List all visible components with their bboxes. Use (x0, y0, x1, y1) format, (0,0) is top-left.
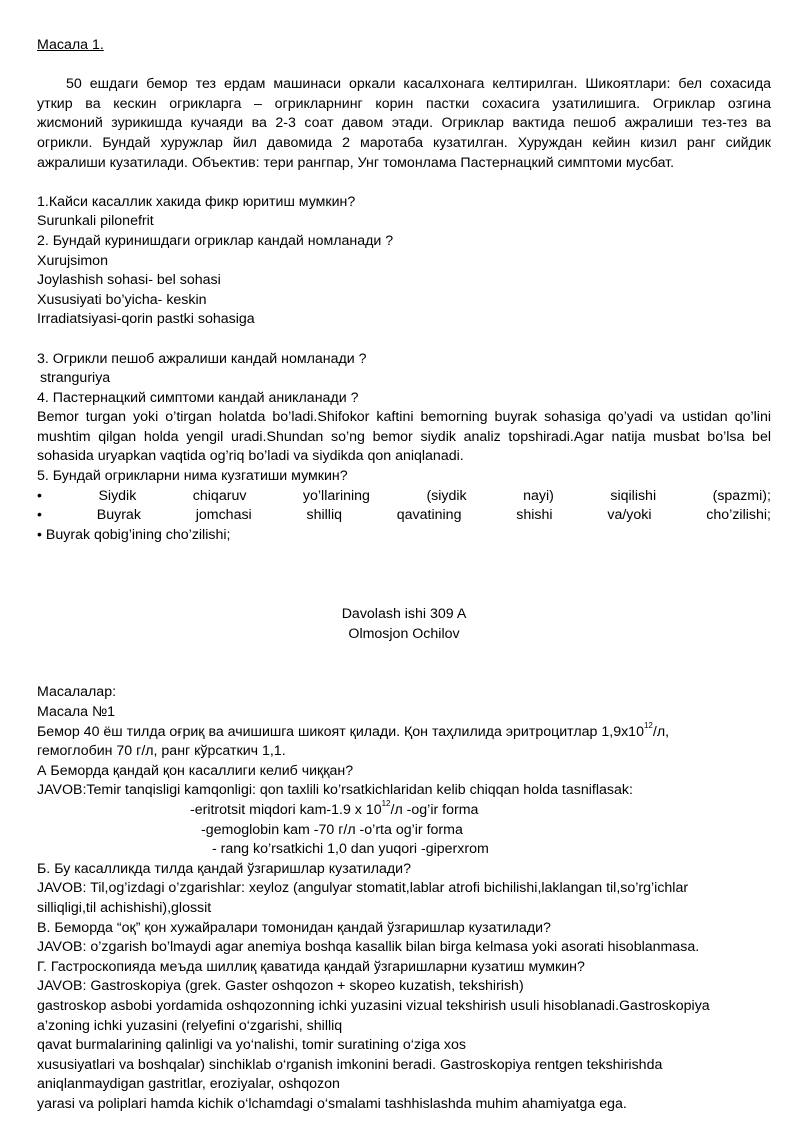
answer-a-detail: - rang ko’rsatkichi 1,0 dan yuqori -giperxrom (212, 841, 489, 858)
exponent: 12 (643, 720, 653, 730)
bullet-word: Siydik (98, 487, 137, 504)
bullet-word: jomchasi (195, 507, 252, 524)
answer-g-line: JAVOB: Gastroskopiya (grek. Gaster oshqozon + skopeo kuzatish, tekshirish) (37, 978, 524, 995)
bullet-word: • (37, 487, 42, 504)
question-a: А Беморда қандай қон касаллиги келиб чиққан? (37, 762, 354, 779)
bullet-word: • (37, 507, 42, 524)
answer-a: JAVOB:Temir tanqisligi kamqonligi: qon taxlili ko’rsatkichlaridan kelib chiqqan holda tasniflasak: (37, 782, 633, 799)
spacer (37, 585, 771, 605)
intro-line: уткир ва кескин огрикларга – огрикларнинг корин пастки сохасига узатилишига. Огриклар озгина (37, 95, 771, 112)
answer-g-line: yarasi va poliplari hamda kichik o‘lchamdagi o‘smalami tashhislashda muhim ahamiyatga ega. (37, 1095, 627, 1112)
bullet-word: nayi) (523, 487, 554, 504)
spacer (37, 644, 771, 664)
task1-intro (37, 75, 771, 173)
bullet-item (37, 506, 771, 526)
bullet-word: va/yoki (607, 507, 652, 524)
answer-2-line: Xurujsimon (37, 252, 108, 269)
question-1: 1.Кайси касаллик хакида фикр юритиш мумкин? (37, 193, 356, 210)
detail-text: -eritrotsit miqdori kam-1.9 x 10 (190, 801, 382, 818)
answer-4-line: Bemor turgan yoki o’tirgan holatda bo’ladi.Shifokor kaftini bemorning buyrak sohasiga qo’yadi va ustidan qo’lini (37, 409, 771, 426)
spacer (37, 330, 771, 350)
question-g: Г. Гастроскопияда меъда шиллиқ қаватида қандай ўзгаришларни кузатиш мумкин? (37, 958, 585, 975)
answer-4-line: mushtim qilgan holda yengil uradi.Shundan so’ng bemor siydik analiz topshiradi.Agar natija musbat bo’lsa bel (37, 428, 771, 445)
bullet-word: chiqaruv (192, 487, 247, 504)
spacer (37, 545, 771, 585)
bullet-item: • Buyrak qobig’ining cho’zilishi; (37, 526, 231, 543)
spacer (37, 56, 771, 76)
group-label: Davolash ishi 309 A (341, 606, 467, 623)
spacer (37, 173, 771, 193)
bullet-word: siqilishi (610, 487, 657, 504)
bullet-word: shishi (516, 507, 553, 524)
question-5: 5. Бундай огрикларни нима кузгатиши мумкин? (37, 468, 348, 485)
question-2: 2. Бундай куринишдаги огриклар кандай номланади ? (37, 232, 394, 249)
exponent: 12 (381, 799, 391, 809)
answer-v: JAVOB: o’zgarish bo’lmaydi agar anemiya boshqa kasallik bilan birga kelmasa yoki asorati hisoblanmasa. (37, 939, 700, 956)
intro-line: жисмоний зурикишда кучаяди ва 2-3 соат давом этади. Огриклар вактида пешоб ажралиши тез-тез ва (37, 115, 771, 132)
case-unit: /л, (652, 723, 670, 740)
answer-2-line: Irradiatsiyasi-qorin pastki sohasiga (37, 311, 255, 328)
bullet-word: (siydik (426, 487, 467, 504)
case-line: гемоглобин 70 г/л, ранг кўрсаткич 1,1. (37, 743, 286, 760)
question-4: 4. Пастернацкий симптоми кандай аникланади ? (37, 389, 359, 406)
answer-a-detail (37, 801, 771, 821)
case-text: Бемор 40 ёш тилда оғриқ ва ачишишга шикоят қилади. Қон таҳлилида эритроцитлар 1,9х10 (37, 723, 644, 740)
answer-g-line: aniqlanmaydigan gastritlar, eroziyalar, oshqozon (37, 1076, 340, 1093)
question-v: В. Беморда “оқ” қон хужайралари томонидан қандай ўзгаришлар кузатилади? (37, 919, 551, 936)
question-3: 3. Огрикли пешоб ажралиши кандай номланади ? (37, 350, 367, 367)
spacer (37, 664, 771, 684)
detail-unit: /л -og’ir forma (390, 801, 479, 818)
answer-2-line: Joylashish sohasi- bel sohasi (37, 272, 221, 289)
answer-b: JAVOB: Til,og’izdagi o’zgarishlar: xeyloz (angulyar stomatit,lablar atrofi bichilishi,laklangan til,so’rg’ichlar (37, 880, 689, 897)
task2-heading: Масалалар: (37, 684, 117, 701)
bullet-word: (spazmi); (712, 487, 771, 504)
bullet-word: qavatining (396, 507, 462, 524)
answer-g-line: a’zoning ichki yuzasini (relyefini o‘zgarishi, shilliq (37, 1017, 343, 1034)
answer-g-line: qavat burmalarining qalinligi va yo‘nalishi, tomir suratining o‘ziga xos (37, 1037, 466, 1054)
answer-g-line: xususiyatlari va boshqalar) sinchiklab o‘rganish imkonini beradi. Gastroskopiya rentgen tekshirishda (37, 1056, 663, 1073)
answer-2-line: Xususiyati bo’yicha- keskin (37, 291, 207, 308)
answer-a-detail: -gemoglobin kam -70 г/л -o’rta og’ir forma (201, 821, 463, 838)
answer-3: stranguriya (40, 370, 111, 387)
intro-line: ажралиши кузатилади. Объектив: тери рангпар, Унг томонлама Пастернацкий симптоми мусбат. (37, 154, 675, 171)
bullet-word: yo’llarining (302, 487, 370, 504)
task2-subheading: Масала №1 (37, 704, 116, 720)
author-name: Olmosjon Ochilov (348, 625, 460, 642)
bullet-word: Buyrak (96, 507, 141, 524)
intro-line: 50 ешдаги бемор тез ердам машинаси оркали касалхонага келтирилган. Шикоятлари: бел сохасида (66, 76, 771, 93)
intro-line: огрикли. Бундай хуружлар йил давомида 2 маротаба кузатилган. Хуруждан кейин кизил ранг сийдик (37, 134, 771, 151)
task1-heading: Масала 1. (37, 37, 104, 53)
answer-b: silliqligi,til achishishi),glossit (37, 899, 212, 916)
case-line (37, 720, 771, 743)
answer-4-line: sohasida uryapkan vaqtida og’riq bo’ladi va siydikda qon aniqlanadi. (37, 448, 464, 465)
bullet-word: cho’zilishi; (706, 507, 771, 524)
bullet-item (37, 487, 771, 507)
answer-1: Surunkali pilonefrit (37, 213, 154, 230)
question-b: Б. Бу касалликда тилда қандай ўзгаришлар кузатилади? (37, 860, 411, 877)
bullet-word: shilliq (306, 507, 342, 524)
answer-g-line: gastroskop asbobi yordamida oshqozonning ichki yuzasini vizual tekshirish usuli hisoblanadi.Gastroskopiya (37, 997, 710, 1014)
